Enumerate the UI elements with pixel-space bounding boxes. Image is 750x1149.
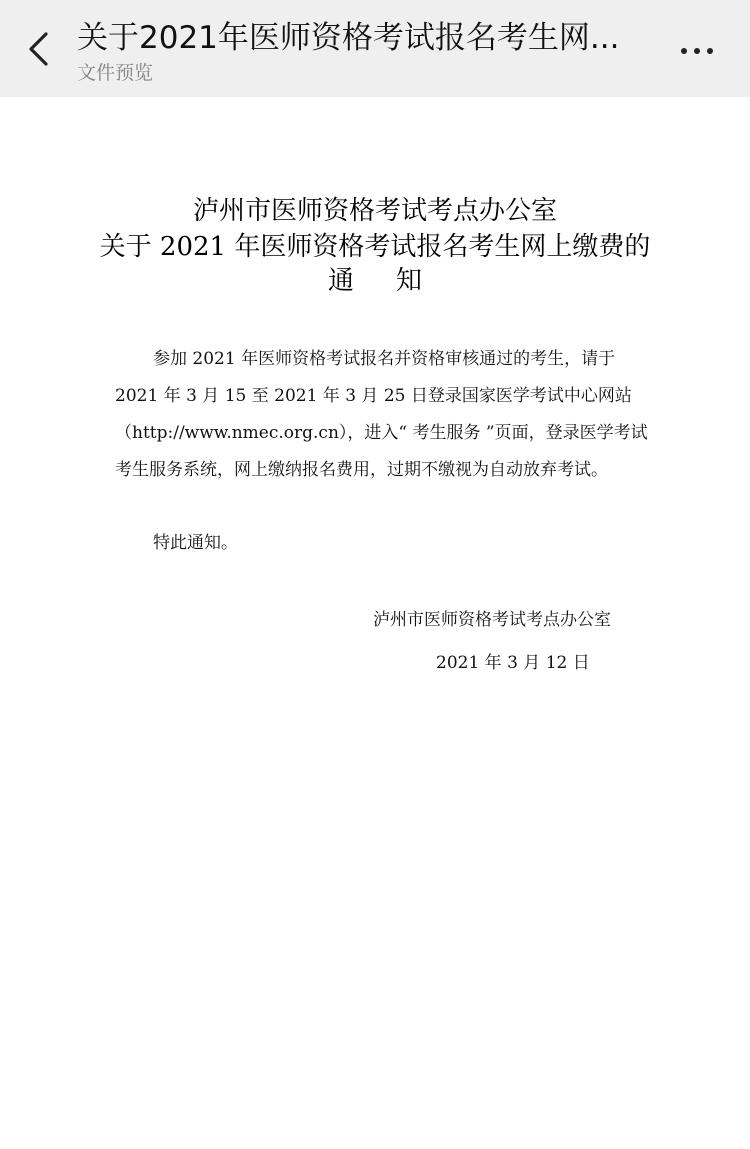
signature-date: 2021 年 3 月 12 日 (436, 653, 590, 673)
chevron-left-icon (26, 31, 50, 71)
document-closing: 特此通知。 (153, 533, 238, 553)
page-subtitle: 文件预览 (77, 62, 154, 84)
document-title-line1: 泸州市医师资格考试考点办公室 (192, 196, 557, 226)
more-button[interactable] (672, 33, 722, 69)
document-title-line3: 通知 (327, 266, 464, 296)
more-horizontal-icon (707, 48, 713, 54)
top-bar (0, 0, 750, 97)
more-horizontal-icon (681, 48, 687, 54)
page-title: 关于2021年医师资格考试报名考生网... (77, 20, 620, 56)
signature-organization: 泸州市医师资格考试考点办公室 (373, 610, 611, 630)
document-preview[interactable] (0, 97, 750, 1149)
back-button[interactable] (18, 28, 58, 74)
document-title-line2: 关于 2021 年医师资格考试报名考生网上缴费的 (99, 232, 651, 262)
document-paragraph: 参加 2021 年医师资格考试报名并资格审核通过的考生，请于 2021 年 3 月 15 至 2021 年 3 月 25 日登录国家医学考试中心网站（http://www.nmec.org.cn），进入“ 考生服务 ”页面，登录医学考试考生服务系统，网上缴纳报名费用，过期不缴视为自动放弃考试。 (115, 349, 648, 480)
more-horizontal-icon (694, 48, 700, 54)
